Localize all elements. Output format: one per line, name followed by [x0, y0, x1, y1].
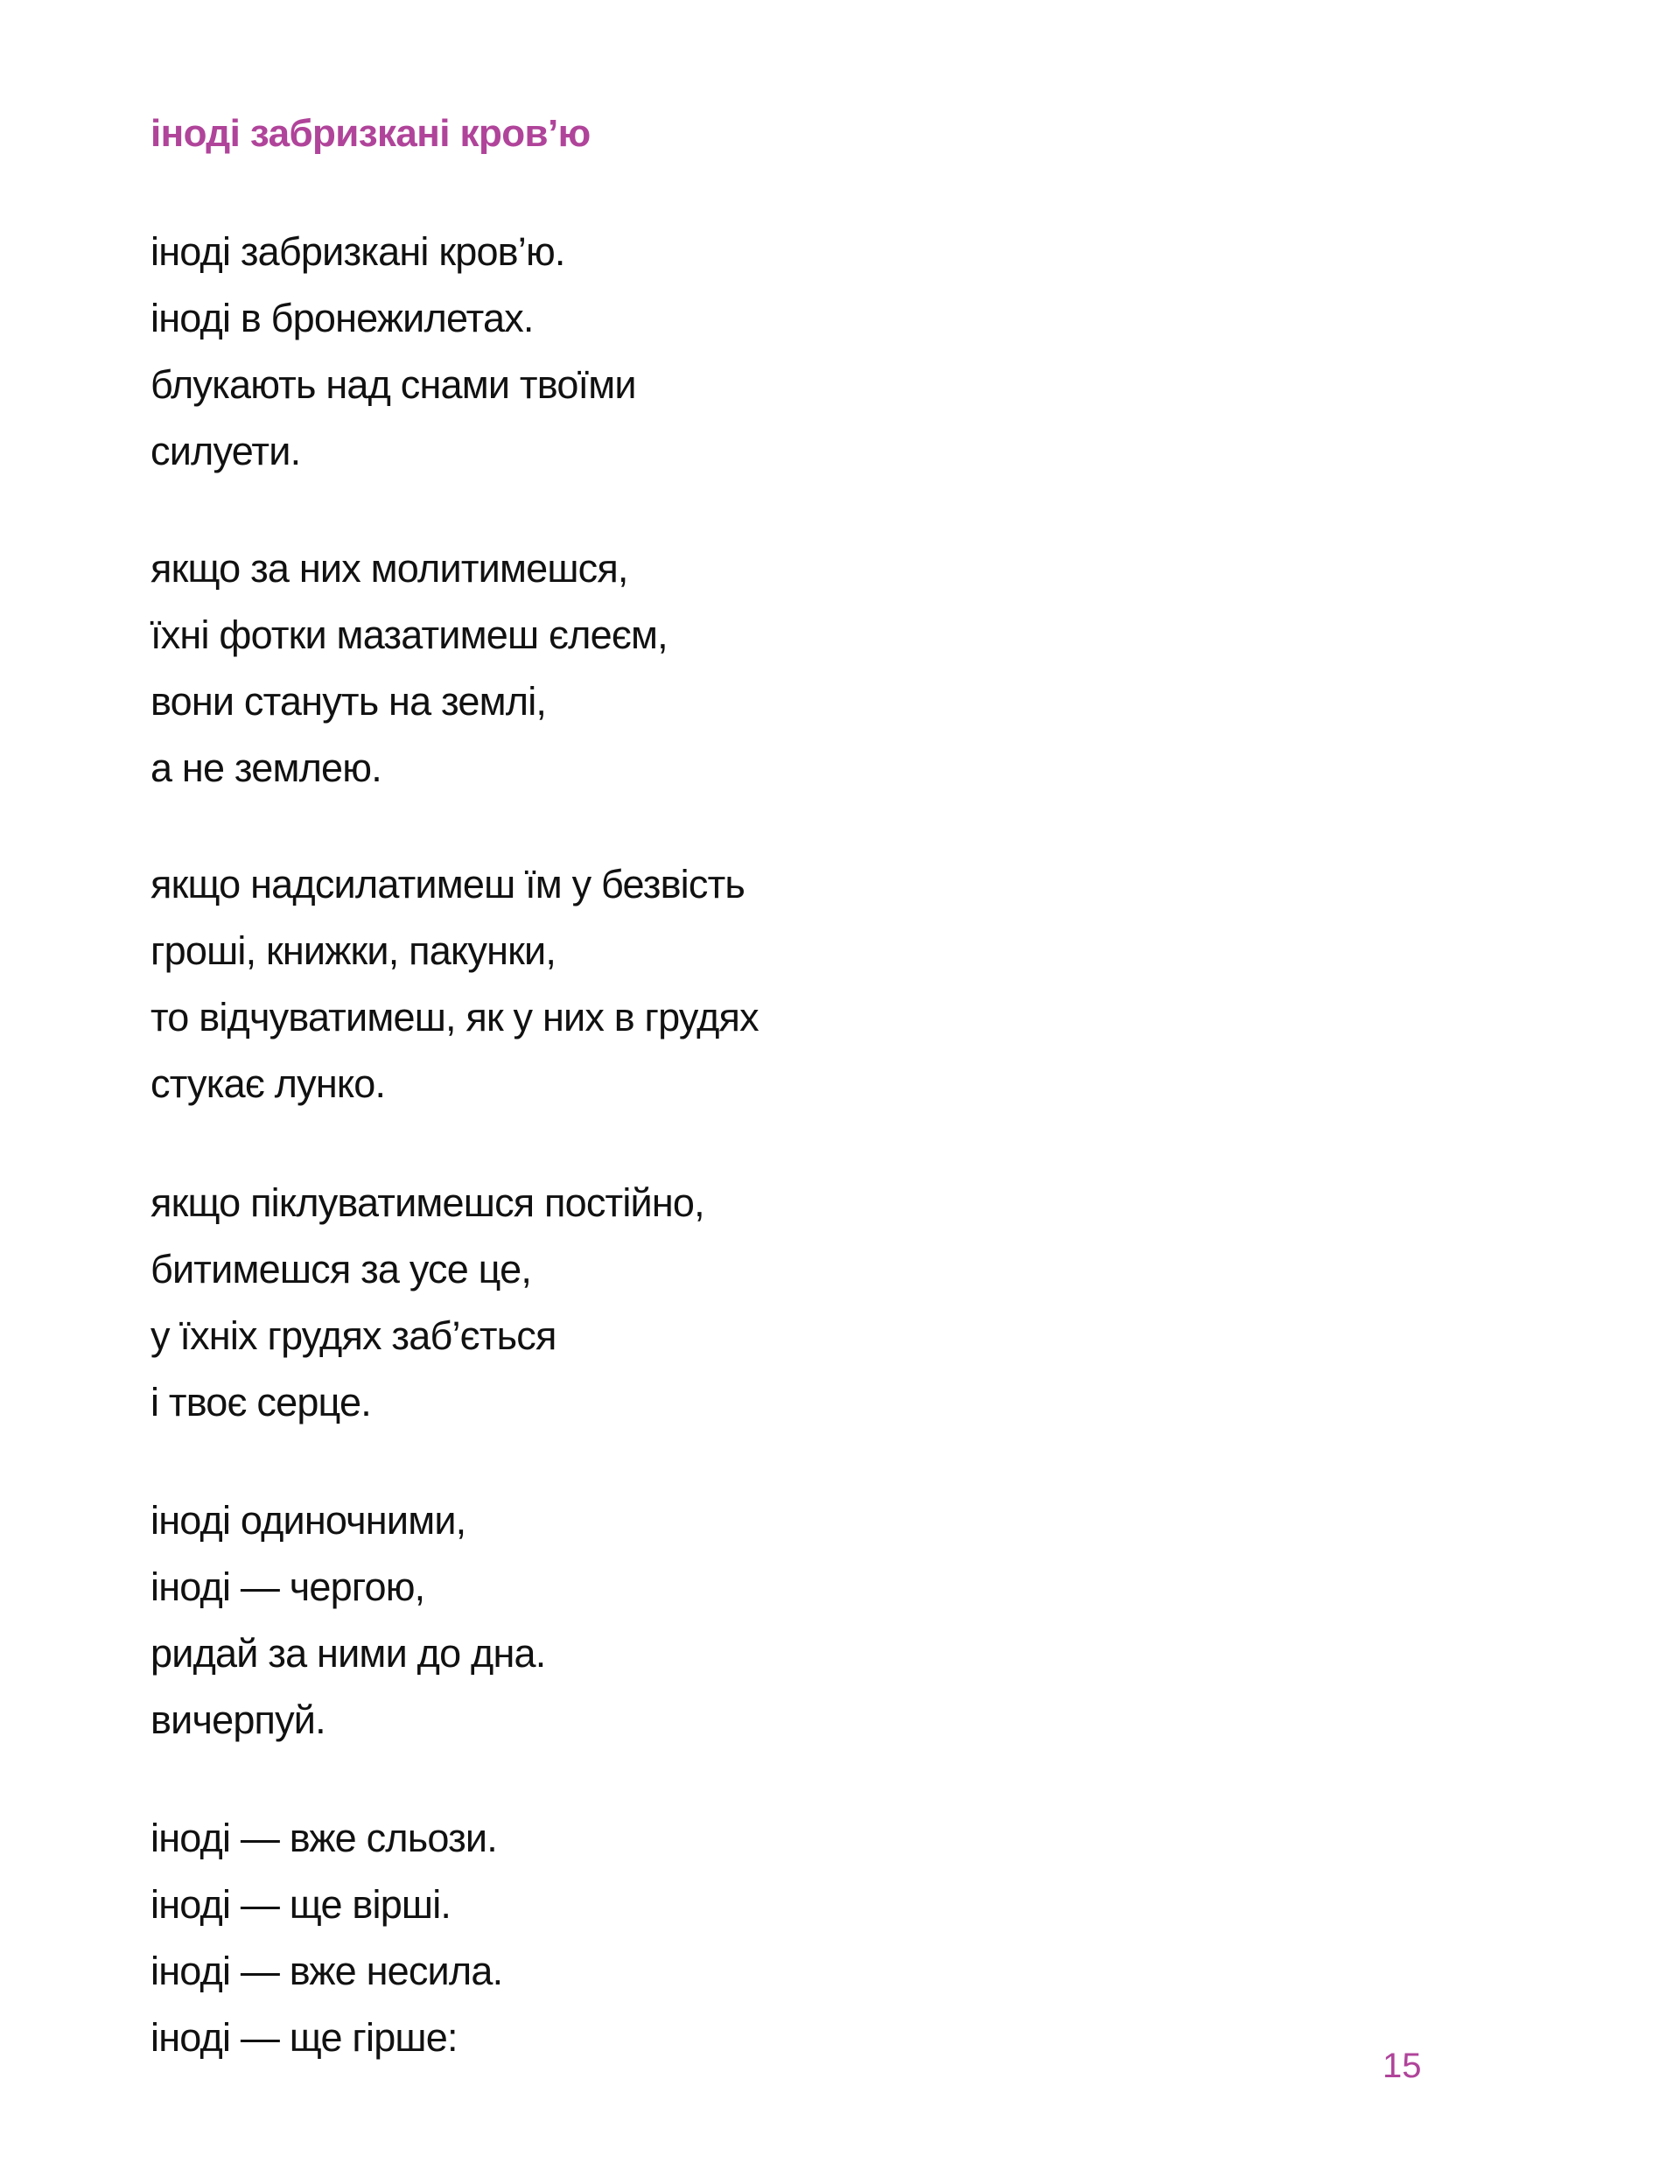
stanza-1	[150, 219, 636, 485]
poem-line: іноді забризкані кров’ю.	[150, 229, 565, 274]
poem-line: вичерпуй.	[150, 1698, 326, 1742]
poem-line: а не землею.	[150, 746, 382, 790]
poem-line: силуети.	[150, 429, 301, 473]
poem-line: іноді — вже несила.	[150, 1949, 503, 1993]
page-number: 15	[1382, 2047, 1422, 2085]
poem-line: якщо піклуватимешся постійно,	[150, 1180, 704, 1225]
poem-line: гроші, книжки, пакунки,	[150, 928, 556, 973]
poem-line: у їхніх грудях заб’ється	[150, 1313, 556, 1358]
poem-line: і твоє серце.	[150, 1380, 371, 1424]
poem-line: блукають над снами твоїми	[150, 362, 636, 407]
stanza-4	[150, 1170, 704, 1436]
stanza-5	[150, 1488, 545, 1754]
poem-line: іноді — ще вірші.	[150, 1882, 452, 1927]
poem-line: їхні фотки мазатимеш єлеєм,	[150, 612, 668, 657]
poem-title: іноді забризкані кров’ю	[150, 112, 591, 155]
poem-line: стукає лунко.	[150, 1061, 386, 1106]
poem-line: то відчуватимеш, як у них в грудях	[150, 995, 759, 1040]
poem-line: іноді — ще гірше:	[150, 2015, 458, 2060]
stanza-2	[150, 536, 668, 802]
poem-line: якщо надсилатимеш їм у безвість	[150, 862, 746, 906]
poem-line: іноді в бронежилетах.	[150, 296, 534, 340]
poem-line: ридай за ними до дна.	[150, 1631, 546, 1676]
poem-line: іноді — чергою,	[150, 1564, 425, 1609]
stanza-3	[150, 851, 759, 1117]
poem-line: іноді одиночними,	[150, 1498, 466, 1543]
poem-line: вони стануть на землі,	[150, 679, 547, 724]
poem-line: битимешся за усе це,	[150, 1247, 532, 1292]
poem-line: якщо за них молитимешся,	[150, 546, 628, 591]
stanza-6	[150, 1805, 502, 2071]
poem-line: іноді — вже сльози.	[150, 1816, 497, 1860]
